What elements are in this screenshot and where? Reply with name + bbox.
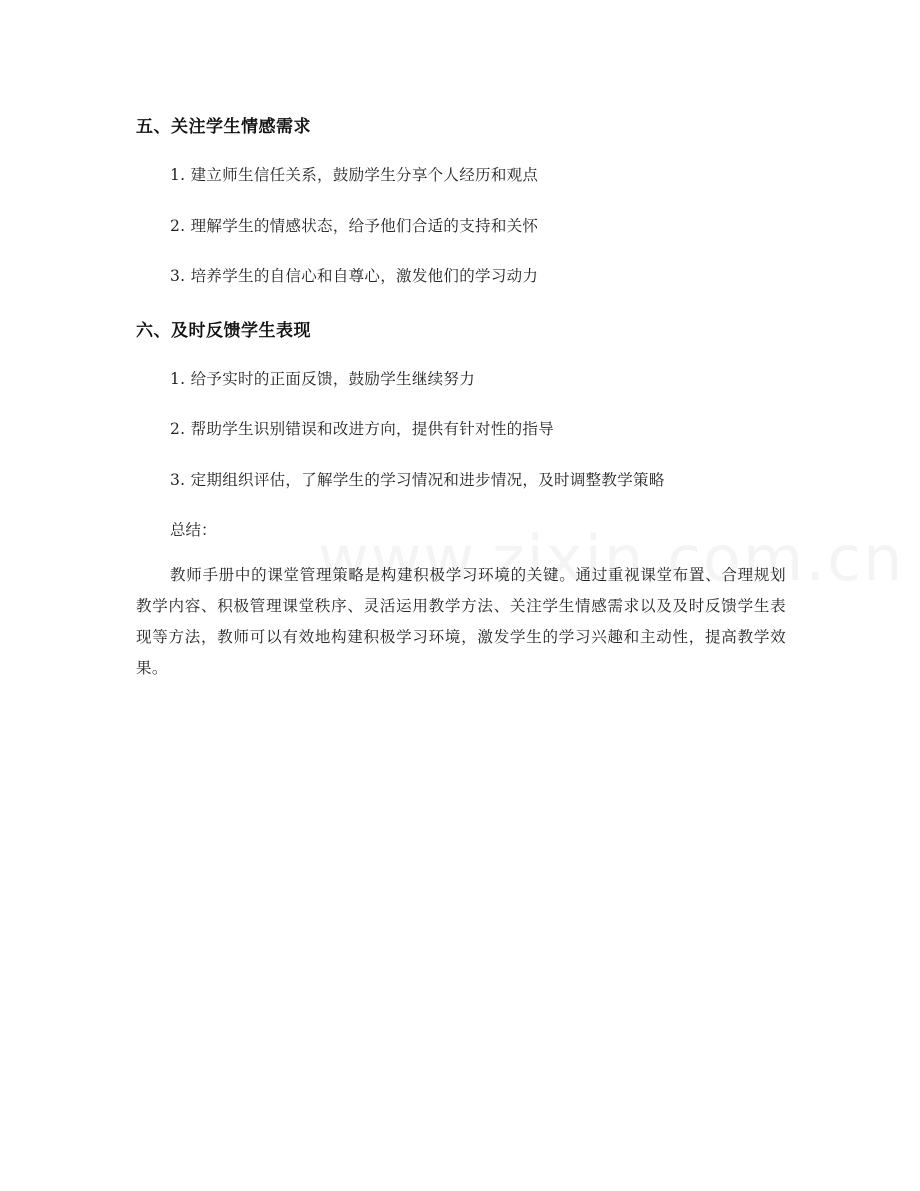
section6-item-2: 2. 帮助学生识别错误和改进方向，提供有针对性的指导 bbox=[170, 420, 555, 438]
section6-item-1: 1. 给予实时的正面反馈，鼓励学生继续努力 bbox=[170, 370, 476, 388]
section5-item-1: 1. 建立师生信任关系，鼓励学生分享个人经历和观点 bbox=[170, 166, 539, 184]
section5-item-3: 3. 培养学生的自信心和自尊心，激发他们的学习动力 bbox=[170, 267, 539, 285]
summary-paragraph: 教师手册中的课堂管理策略是构建积极学习环境的关键。通过重视课堂布置、合理规划教学内容、积极管理课堂秩序、灵活运用教学方法、关注学生情感需求以及及时反馈学生表现等方法，教师可以有效地构建积极学习环境，激发学生的学习兴趣和主动性，提高教学效果。 bbox=[136, 566, 786, 677]
section-heading-6: 六、及时反馈学生表现 bbox=[136, 321, 311, 341]
summary-label: 总结： bbox=[170, 521, 217, 539]
section-heading-5: 五、关注学生情感需求 bbox=[136, 117, 311, 137]
section5-item-2: 2. 理解学生的情感状态，给予他们合适的支持和关怀 bbox=[170, 217, 539, 235]
section6-item-3: 3. 定期组织评估，了解学生的学习情况和进步情况，及时调整教学策略 bbox=[170, 471, 665, 489]
